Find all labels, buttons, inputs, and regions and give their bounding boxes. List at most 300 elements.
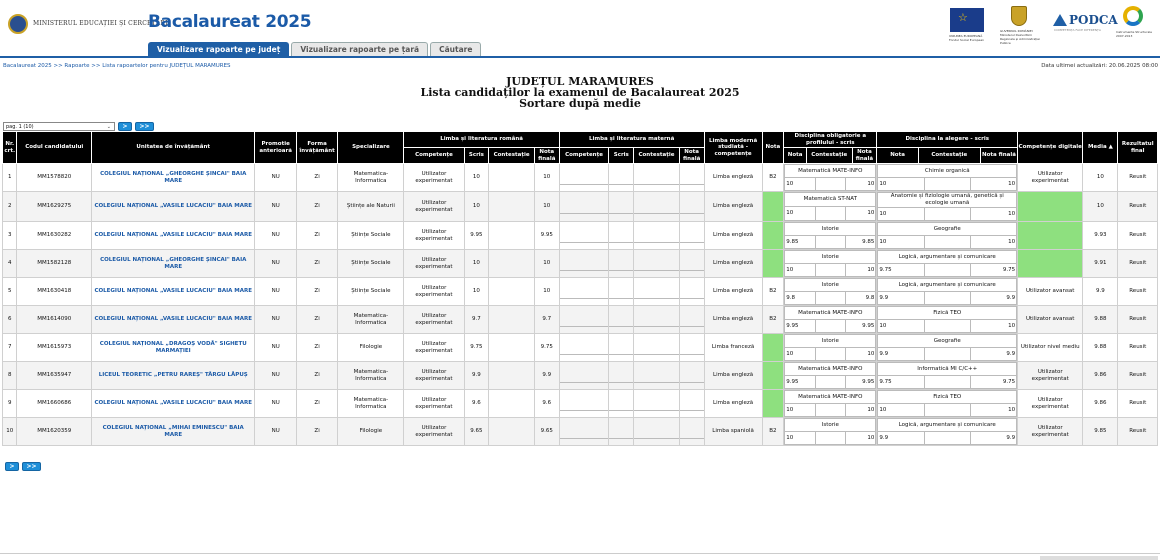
grade-nota-finala: 10 <box>970 404 1016 417</box>
materna-divider <box>560 257 609 271</box>
materna-divider <box>609 171 633 185</box>
cell-alegere <box>877 250 1018 278</box>
materna-divider <box>560 425 609 439</box>
cell-nota <box>762 362 784 390</box>
cell-ro-nota-finala: 10 <box>534 278 559 306</box>
cell-alegere-grid <box>877 222 1017 249</box>
cell-materna-empty <box>679 222 704 250</box>
cell-ro-competente: Utilizator experimentat <box>404 362 464 390</box>
subject-name: Logică, argumentare și comunicare <box>878 251 1017 264</box>
cell-nr: 8 <box>3 362 17 390</box>
cell-ro-competente: Utilizator experimentat <box>404 250 464 278</box>
cell-school-link[interactable]: LICEUL TEORETIC „PETRU RAREȘ" TÂRGU LĂPUȘ <box>91 362 255 390</box>
cell-spec: Științe Sociale <box>338 278 404 306</box>
cell-materna-empty <box>679 250 704 278</box>
subject-name: Matematică MATE-INFO <box>785 391 876 404</box>
cell-alegere <box>877 278 1018 306</box>
cell-ro-scris: 10 <box>464 164 489 192</box>
site-header <box>0 0 1160 58</box>
gov-logo-caption: GUVERNUL ROMÂNIEI Ministerul Dezvoltării Regionale și Administrației Publice <box>1000 29 1040 45</box>
materna-divider <box>560 369 609 383</box>
cell-obligatorie <box>784 222 877 250</box>
grade-nota-finala: 9.85 <box>846 236 876 249</box>
cell-ro-contestatie <box>489 306 535 334</box>
cell-materna-empty <box>559 250 609 278</box>
cell-alegere-grid <box>877 362 1017 389</box>
cell-alegere-grade-row <box>878 208 1017 221</box>
cell-promo: NU <box>255 192 296 222</box>
cell-ro-contestatie <box>489 390 535 418</box>
cell-school-link[interactable]: COLEGIUL NAȚIONAL „VASILE LUCACIU" BAIA MARE <box>91 278 255 306</box>
grade-contestatie <box>815 178 845 191</box>
cell-obligatorie-subject-row <box>785 279 876 292</box>
cell-materna-empty <box>634 390 680 418</box>
cell-ro-scris: 9.9 <box>464 362 489 390</box>
cell-alegere <box>877 362 1018 390</box>
cell-moderna: Limba engleză <box>704 222 762 250</box>
cell-ro-competente: Utilizator experimentat <box>404 418 464 446</box>
cell-alegere-subject-row <box>878 251 1017 264</box>
cell-code: MM1582128 <box>17 250 92 278</box>
grade-nota-finala: 10 <box>970 178 1016 191</box>
col-spec: Specializare <box>338 132 404 164</box>
cell-obligatorie <box>784 390 877 418</box>
cell-code: MM1615973 <box>17 334 92 362</box>
cell-promo: NU <box>255 250 296 278</box>
sub-ro-scris: Scris <box>464 148 489 164</box>
col-promo: Promotie anterioară <box>255 132 296 164</box>
cell-digitale <box>1018 222 1083 250</box>
results-body <box>3 164 1158 446</box>
cell-materna-empty <box>559 192 609 222</box>
cell-materna-empty <box>609 390 634 418</box>
grade-nota-finala: 9.95 <box>846 376 876 389</box>
cell-ro-contestatie <box>489 334 535 362</box>
col-media-sort[interactable]: Media ▲ <box>1083 132 1118 164</box>
cell-materna-empty <box>634 418 680 446</box>
cell-nota: B2 <box>762 164 784 192</box>
cell-materna-empty <box>634 278 680 306</box>
materna-divider <box>609 425 633 439</box>
materna-divider <box>680 397 704 411</box>
cell-obligatorie <box>784 250 877 278</box>
cell-promo: NU <box>255 222 296 250</box>
cell-alegere <box>877 164 1018 192</box>
cell-ro-competente: Utilizator experimentat <box>404 306 464 334</box>
cell-obligatorie-grid <box>784 418 876 445</box>
cell-school-link[interactable]: COLEGIUL NAȚIONAL „VASILE LUCACIU" BAIA MARE <box>91 222 255 250</box>
subject-name: Geografie <box>878 335 1017 348</box>
cell-nr: 5 <box>3 278 17 306</box>
grade-contestatie <box>815 432 845 445</box>
subject-name: Fizică TEO <box>878 307 1017 320</box>
cell-obligatorie-subject-row <box>785 193 876 207</box>
cell-rezultat: Reusit <box>1118 390 1158 418</box>
col-nota: Nota <box>762 132 784 164</box>
footer-controls <box>1040 556 1158 560</box>
page-title <box>0 76 1160 109</box>
col-nr: Nr. crt. <box>3 132 17 164</box>
cell-alegere <box>877 390 1018 418</box>
cell-spec: Științe Sociale <box>338 222 404 250</box>
cell-ro-scris: 10 <box>464 192 489 222</box>
cell-ro-competente: Utilizator experimentat <box>404 164 464 192</box>
cell-obligatorie-grid <box>784 334 876 361</box>
subject-name: Chimie organică <box>878 165 1017 178</box>
cell-nota: B2 <box>762 418 784 446</box>
cell-code: MM1630418 <box>17 278 92 306</box>
cell-nr: 4 <box>3 250 17 278</box>
next-page-button[interactable]: > <box>118 122 132 131</box>
materna-divider <box>634 313 679 327</box>
cell-obligatorie-grade-row <box>785 348 876 361</box>
cell-digitale <box>1018 192 1083 222</box>
materna-divider <box>560 200 609 214</box>
list-title: Lista candidaților la examenul de Bacalaureat 2025 <box>420 86 740 99</box>
cell-alegere-grid <box>877 334 1017 361</box>
cell-obligatorie-subject-row <box>785 307 876 320</box>
cell-ro-contestatie <box>489 250 535 278</box>
cell-obligatorie <box>784 278 877 306</box>
subject-name: Matematică MATE-INFO <box>785 363 876 376</box>
grade-contestatie <box>924 208 970 221</box>
cell-moderna: Limba engleză <box>704 362 762 390</box>
subject-name: Istorie <box>785 251 876 264</box>
cell-ro-scris: 9.7 <box>464 306 489 334</box>
cell-alegere-grade-row <box>878 376 1017 389</box>
cell-ro-nota-finala: 9.9 <box>534 362 559 390</box>
grade-contestatie <box>815 207 845 221</box>
table-row <box>3 250 1158 278</box>
cell-promo: NU <box>255 278 296 306</box>
cell-school-link[interactable]: COLEGIUL NAȚIONAL „MIHAI EMINESCU" BAIA MARE <box>91 418 255 446</box>
cell-code: MM1660686 <box>17 390 92 418</box>
materna-divider <box>634 397 679 411</box>
cell-materna-empty <box>679 418 704 446</box>
grade-nota: 9.9 <box>878 348 924 361</box>
cell-digitale: Utilizator experimentat <box>1018 164 1083 192</box>
grade-nota-finala: 9.9 <box>970 348 1016 361</box>
cell-obligatorie <box>784 418 877 446</box>
podca-tagline: COMPETENȚA FACE DIFERENȚA <box>1054 28 1101 32</box>
cell-nota <box>762 250 784 278</box>
materna-divider <box>634 369 679 383</box>
grade-nota: 10 <box>785 178 815 191</box>
materna-divider <box>560 229 609 243</box>
cell-spec: Matematica-Informatica <box>338 362 404 390</box>
cell-promo: NU <box>255 306 296 334</box>
last-page-button[interactable]: >> <box>135 122 154 131</box>
ministry-logo <box>8 14 28 34</box>
cell-alegere-grid <box>877 306 1017 333</box>
cell-code: MM1629275 <box>17 192 92 222</box>
cell-ro-nota-finala: 9.65 <box>534 418 559 446</box>
cell-alegere <box>877 334 1018 362</box>
tab-county-reports[interactable]: Vizualizare rapoarte pe județ <box>148 42 289 56</box>
cell-school-link[interactable]: COLEGIUL NAȚIONAL „GHEORGHE ȘINCAI" BAIA MARE <box>91 250 255 278</box>
cell-promo: NU <box>255 164 296 192</box>
cell-rezultat: Reusit <box>1118 222 1158 250</box>
cell-ro-competente: Utilizator experimentat <box>404 192 464 222</box>
subject-name: Matematică ST-NAT <box>785 193 876 207</box>
cell-school-link[interactable]: COLEGIUL NAȚIONAL „GHEORGHE ȘINCAI" BAIA MARE <box>91 164 255 192</box>
footer-divider <box>0 553 1160 554</box>
cell-materna-empty <box>609 334 634 362</box>
cell-materna-empty <box>679 334 704 362</box>
cell-promo: NU <box>255 418 296 446</box>
grade-contestatie <box>815 348 845 361</box>
cell-materna-empty <box>609 192 634 222</box>
sort-title: Sortare după medie <box>519 97 641 110</box>
cell-media: 9.86 <box>1083 390 1118 418</box>
grade-nota: 10 <box>785 264 815 277</box>
cell-obligatorie-grade-row <box>785 432 876 445</box>
breadcrumb[interactable]: Bacalaureat 2025 >> Rapoarte >> Lista rapoartelor pentru JUDEȚUL MARAMURES <box>3 63 231 69</box>
cell-ro-contestatie <box>489 418 535 446</box>
cell-ro-nota-finala: 9.95 <box>534 222 559 250</box>
cell-moderna: Limba engleză <box>704 390 762 418</box>
materna-divider <box>634 341 679 355</box>
cell-obligatorie-grade-row <box>785 178 876 191</box>
cell-moderna: Limba engleză <box>704 278 762 306</box>
cell-obligatorie-grid <box>784 164 876 191</box>
cell-nr: 1 <box>3 164 17 192</box>
last-page-button-bottom[interactable]: >> <box>22 462 41 471</box>
cell-alegere-subject-row <box>878 363 1017 376</box>
government-crest-logo <box>1011 6 1027 26</box>
cell-alegere-grade-row <box>878 404 1017 417</box>
grade-nota: 10 <box>878 320 924 333</box>
cell-materna-empty <box>559 278 609 306</box>
cell-obligatorie-subject-row <box>785 335 876 348</box>
cell-media: 9.9 <box>1083 278 1118 306</box>
cell-spec: Matematica-Informatica <box>338 390 404 418</box>
cell-obligatorie-grade-row <box>785 292 876 305</box>
grade-contestatie <box>815 236 845 249</box>
subject-name: Logică, argumentare și comunicare <box>878 419 1017 432</box>
cell-spec: Matematica-Informatica <box>338 306 404 334</box>
cell-media: 10 <box>1083 192 1118 222</box>
grade-nota-finala: 9.75 <box>970 376 1016 389</box>
sub-ro-contestatie: Contestație <box>489 148 535 164</box>
cell-materna-empty <box>679 192 704 222</box>
cell-alegere <box>877 306 1018 334</box>
grade-nota: 10 <box>878 236 924 249</box>
cell-obligatorie-grade-row <box>785 236 876 249</box>
subject-name: Istorie <box>785 279 876 292</box>
cell-materna-empty <box>634 334 680 362</box>
cell-ro-nota-finala: 10 <box>534 192 559 222</box>
cell-alegere-subject-row <box>878 307 1017 320</box>
sub-ro-nota-finala: Nota finală <box>534 148 559 164</box>
materna-divider <box>609 313 633 327</box>
materna-divider <box>560 171 609 185</box>
cell-ro-nota-finala: 9.75 <box>534 334 559 362</box>
materna-divider <box>634 171 679 185</box>
cell-forma: Zi <box>296 250 337 278</box>
cell-code: MM1630282 <box>17 222 92 250</box>
grade-contestatie <box>815 292 845 305</box>
cell-rezultat: Reusit <box>1118 334 1158 362</box>
grade-contestatie <box>924 404 970 417</box>
grade-nota-finala: 10 <box>970 320 1016 333</box>
cell-forma: Zi <box>296 278 337 306</box>
cell-materna-empty <box>679 278 704 306</box>
subject-name: Istorie <box>785 419 876 432</box>
sub-mat-contestatie: Contestație <box>634 148 680 164</box>
cell-alegere-grid <box>877 278 1017 305</box>
cell-ro-contestatie <box>489 164 535 192</box>
sub-mat-competente: Competențe <box>559 148 609 164</box>
materna-divider <box>634 229 679 243</box>
table-row <box>3 334 1158 362</box>
cell-moderna: Limba franceză <box>704 334 762 362</box>
table-row <box>3 192 1158 222</box>
cell-alegere-grid <box>877 390 1017 417</box>
cell-obligatorie-subject-row <box>785 363 876 376</box>
cell-nota <box>762 222 784 250</box>
cell-materna-empty <box>634 306 680 334</box>
materna-divider <box>680 313 704 327</box>
cell-promo: NU <box>255 334 296 362</box>
cell-forma: Zi <box>296 192 337 222</box>
tab-country-reports[interactable]: Vizualizare rapoarte pe țară <box>291 42 428 56</box>
cell-ro-competente: Utilizator experimentat <box>404 222 464 250</box>
cell-alegere-subject-row <box>878 335 1017 348</box>
materna-divider <box>634 200 679 214</box>
next-page-button-bottom[interactable]: > <box>5 462 19 471</box>
cell-materna-empty <box>609 164 634 192</box>
cell-rezultat: Reusit <box>1118 164 1158 192</box>
cell-spec: Științe Sociale <box>338 250 404 278</box>
grade-nota-finala: 9.75 <box>970 264 1016 277</box>
cell-materna-empty <box>559 390 609 418</box>
cell-moderna: Limba spaniolă <box>704 418 762 446</box>
cell-obligatorie-grid <box>784 222 876 249</box>
cell-forma: Zi <box>296 164 337 192</box>
cell-obligatorie <box>784 334 877 362</box>
cell-materna-empty <box>634 250 680 278</box>
materna-divider <box>680 369 704 383</box>
cell-materna-empty <box>609 278 634 306</box>
cell-nr: 7 <box>3 334 17 362</box>
cell-materna-empty <box>634 192 680 222</box>
grade-nota-finala: 9.8 <box>846 292 876 305</box>
cell-digitale: Utilizator experimentat <box>1018 390 1083 418</box>
podca-logo-icon <box>1053 14 1067 26</box>
grade-contestatie <box>924 348 970 361</box>
materna-divider <box>680 257 704 271</box>
grade-contestatie <box>924 432 970 445</box>
cell-alegere-subject-row <box>878 391 1017 404</box>
cell-alegere-subject-row <box>878 279 1017 292</box>
cell-alegere-grade-row <box>878 236 1017 249</box>
grade-nota: 9.85 <box>785 236 815 249</box>
cell-digitale <box>1018 250 1083 278</box>
col-code: Codul candidatului <box>17 132 92 164</box>
cell-media: 9.86 <box>1083 362 1118 390</box>
cell-obligatorie-grid <box>784 278 876 305</box>
sub-ob-nota-finala: Nota finală <box>852 148 877 164</box>
page-select[interactable] <box>3 122 115 131</box>
cell-school-link[interactable]: COLEGIUL NAȚIONAL „VASILE LUCACIU" BAIA MARE <box>91 306 255 334</box>
cell-spec: Matematica-Informatica <box>338 164 404 192</box>
cell-digitale: Utilizator experimentat <box>1018 418 1083 446</box>
cell-rezultat: Reusit <box>1118 250 1158 278</box>
materna-divider <box>560 341 609 355</box>
cell-moderna: Limba engleză <box>704 192 762 222</box>
materna-divider <box>680 229 704 243</box>
cell-obligatorie-grade-row <box>785 264 876 277</box>
cell-alegere <box>877 192 1018 222</box>
col-forma: Forma învățământ <box>296 132 337 164</box>
cell-obligatorie-grade-row <box>785 320 876 333</box>
cell-alegere <box>877 222 1018 250</box>
materna-divider <box>634 285 679 299</box>
cell-ro-nota-finala: 9.7 <box>534 306 559 334</box>
tab-search[interactable]: Căutare <box>430 42 481 56</box>
header-divider <box>0 56 1160 58</box>
cell-alegere-subject-row <box>878 223 1017 236</box>
grade-contestatie <box>815 376 845 389</box>
subject-name: Anatomie și fiziologie umană, genetică și ecologie umană <box>878 193 1017 208</box>
cell-media: 9.85 <box>1083 418 1118 446</box>
cell-media: 9.91 <box>1083 250 1118 278</box>
table-row <box>3 306 1158 334</box>
cell-obligatorie <box>784 362 877 390</box>
materna-divider <box>560 285 609 299</box>
subject-name: Geografie <box>878 223 1017 236</box>
grade-contestatie <box>924 178 970 191</box>
grade-contestatie <box>924 292 970 305</box>
cell-ro-scris: 9.75 <box>464 334 489 362</box>
cell-alegere-subject-row <box>878 419 1017 432</box>
grade-nota: 10 <box>785 207 815 221</box>
cell-materna-empty <box>559 222 609 250</box>
grade-nota: 9.9 <box>878 292 924 305</box>
cell-code: MM1620359 <box>17 418 92 446</box>
cell-school-link[interactable]: COLEGIUL NAȚIONAL „DRAGOȘ VODĂ" SIGHETU MARMAȚIEI <box>91 334 255 362</box>
cell-ro-contestatie <box>489 222 535 250</box>
grade-contestatie <box>924 376 970 389</box>
cell-code: MM1614090 <box>17 306 92 334</box>
col-rezultat: Rezultatul final <box>1118 132 1158 164</box>
cell-alegere <box>877 418 1018 446</box>
cell-obligatorie-grid <box>784 362 876 389</box>
grade-nota: 9.95 <box>785 320 815 333</box>
app-title[interactable]: Bacalaureat 2025 <box>148 12 312 32</box>
materna-divider <box>680 200 704 214</box>
grade-nota: 9.8 <box>785 292 815 305</box>
cell-materna-empty <box>559 418 609 446</box>
cell-spec: Științe ale Naturii <box>338 192 404 222</box>
cell-rezultat: Reusit <box>1118 192 1158 222</box>
cell-alegere-subject-row <box>878 165 1017 178</box>
structural-funds-logo <box>1123 6 1143 26</box>
cell-alegere-grade-row <box>878 348 1017 361</box>
cell-obligatorie-subject-row <box>785 223 876 236</box>
cell-materna-empty <box>609 418 634 446</box>
cell-school-link[interactable]: COLEGIUL NAȚIONAL „VASILE LUCACIU" BAIA MARE <box>91 192 255 222</box>
cell-materna-empty <box>559 164 609 192</box>
cell-alegere-grade-row <box>878 432 1017 445</box>
cell-obligatorie-grid <box>784 192 876 221</box>
cell-nota <box>762 334 784 362</box>
grade-contestatie <box>924 320 970 333</box>
sub-al-nota-finala: Nota finală <box>980 148 1017 164</box>
eu-logo-caption: UNIUNEA EUROPEANĂ Fondul Social European <box>949 34 985 42</box>
cell-school-link[interactable]: COLEGIUL NAȚIONAL „VASILE LUCACIU" BAIA MARE <box>91 390 255 418</box>
